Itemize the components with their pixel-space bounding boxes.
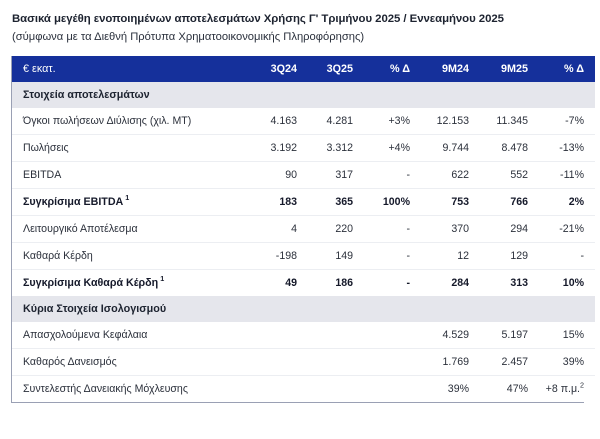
- cell-m_delta: 15%: [537, 322, 595, 349]
- footnote-marker: 1: [160, 274, 165, 284]
- table-row: [12, 349, 595, 376]
- cell-q_delta: +4%: [362, 135, 419, 162]
- cell-q3_25: 4.281: [306, 108, 362, 135]
- table-header-row: [12, 56, 595, 82]
- row-label: EBITDA: [12, 162, 250, 189]
- cell-q3_24: 183: [250, 189, 306, 216]
- row-label: Καθαρός Δανεισμός: [12, 349, 250, 376]
- cell-q3_24: 3.192: [250, 135, 306, 162]
- cell-m_delta: -13%: [537, 135, 595, 162]
- table-row: [12, 189, 595, 216]
- cell-m9_24: 4.529: [419, 322, 478, 349]
- cell-m9_24: 12: [419, 243, 478, 270]
- table-row: [12, 162, 595, 189]
- cell-q3_25: 220: [306, 216, 362, 243]
- cell-q3_25: 149: [306, 243, 362, 270]
- page-subtitle: (σύμφωνα με τα Διεθνή Πρότυπα Χρηματοοικονομικής Πληροφόρησης): [12, 31, 365, 43]
- cell-q_delta: -: [362, 162, 419, 189]
- cell-m9_25: 2.457: [478, 349, 537, 376]
- cell-m9_24: 370: [419, 216, 478, 243]
- table-row: [12, 135, 595, 162]
- page-title: Βασικά μεγέθη ενοποιημένων αποτελεσμάτων Χρήσης Γ' Τριμήνου 2025 / Εννεαμήνου 2025: [12, 13, 504, 25]
- cell-q3_25: 3.312: [306, 135, 362, 162]
- cell-q_delta: -: [362, 270, 419, 297]
- cell-m9_25: 5.197: [478, 322, 537, 349]
- column-header-quarter-delta: % Δ: [362, 56, 419, 82]
- cell-q_delta: 100%: [362, 189, 419, 216]
- financial-table-container: [11, 56, 584, 403]
- row-label: Απασχολούμενα Κεφάλαια: [12, 322, 250, 349]
- cell-m9_24: 9.744: [419, 135, 478, 162]
- cell-m9_25: 766: [478, 189, 537, 216]
- cell-q3_24: 49: [250, 270, 306, 297]
- row-label: Όγκοι πωλήσεων Διύλισης (χιλ. ΜΤ): [12, 108, 250, 135]
- cell-m9_24: 12.153: [419, 108, 478, 135]
- cell-q3_24: [250, 349, 306, 376]
- financial-table: [12, 56, 595, 402]
- table-body: [12, 82, 595, 402]
- cell-q_delta: -: [362, 243, 419, 270]
- cell-q_delta: [362, 349, 419, 376]
- cell-q3_24: 4.163: [250, 108, 306, 135]
- row-label: Λειτουργικό Αποτέλεσμα: [12, 216, 250, 243]
- cell-m9_24: 622: [419, 162, 478, 189]
- column-header-ninemonth-delta: % Δ: [537, 56, 595, 82]
- cell-m9_24: 1.769: [419, 349, 478, 376]
- footnote-marker: 2: [580, 380, 584, 390]
- cell-m9_25: 47%: [478, 376, 537, 403]
- row-label: Καθαρά Κέρδη: [12, 243, 250, 270]
- table-row: [12, 108, 595, 135]
- cell-m9_25: 8.478: [478, 135, 537, 162]
- column-header-9m24: 9M24: [419, 56, 478, 82]
- cell-q3_25: [306, 349, 362, 376]
- row-label: Συγκρίσιμα Καθαρά Κέρδη $^1$: [12, 270, 250, 297]
- row-label: Πωλήσεις: [12, 135, 250, 162]
- cell-m9_25: 11.345: [478, 108, 537, 135]
- column-header-9m25: 9M25: [478, 56, 537, 82]
- cell-m9_25: 294: [478, 216, 537, 243]
- table-row: [12, 376, 595, 403]
- table-row: [12, 243, 595, 270]
- cell-m_delta: -11%: [537, 162, 595, 189]
- cell-q3_24: [250, 376, 306, 403]
- column-header-3q25: 3Q25: [306, 56, 362, 82]
- cell-m9_25: 552: [478, 162, 537, 189]
- cell-m_delta: -7%: [537, 108, 595, 135]
- cell-m_delta: +8 π.μ.$^2$: [537, 376, 595, 403]
- section-heading-row: [12, 296, 595, 322]
- cell-q3_25: 186: [306, 270, 362, 297]
- column-header-3q24: 3Q24: [250, 56, 306, 82]
- cell-m_delta: 2%: [537, 189, 595, 216]
- cell-q3_24: [250, 322, 306, 349]
- table-row: [12, 270, 595, 297]
- cell-m_delta: -: [537, 243, 595, 270]
- cell-q_delta: [362, 322, 419, 349]
- section-heading-row: [12, 82, 595, 108]
- table-header: [12, 56, 595, 82]
- title-block: [0, 0, 600, 45]
- cell-m_delta: 39%: [537, 349, 595, 376]
- cell-m_delta: 10%: [537, 270, 595, 297]
- cell-m9_24: 284: [419, 270, 478, 297]
- cell-q3_25: 317: [306, 162, 362, 189]
- cell-m9_25: 129: [478, 243, 537, 270]
- table-row: [12, 216, 595, 243]
- cell-m9_25: 313: [478, 270, 537, 297]
- cell-q3_24: 4: [250, 216, 306, 243]
- cell-q_delta: [362, 376, 419, 403]
- row-label: Συγκρίσιμα EBITDA $^1$: [12, 189, 250, 216]
- row-label: Συντελεστής Δανειακής Μόχλευσης: [12, 376, 250, 403]
- cell-q3_25: [306, 376, 362, 403]
- cell-q_delta: -: [362, 216, 419, 243]
- cell-m_delta: -21%: [537, 216, 595, 243]
- table-row: [12, 322, 595, 349]
- section-heading-label: Κύρια Στοιχεία Ισολογισμού: [12, 296, 595, 322]
- cell-q3_24: -198: [250, 243, 306, 270]
- cell-q_delta: +3%: [362, 108, 419, 135]
- cell-m9_24: 753: [419, 189, 478, 216]
- cell-q3_24: 90: [250, 162, 306, 189]
- cell-q3_25: [306, 322, 362, 349]
- column-header-unit: € εκατ.: [12, 56, 250, 82]
- cell-q3_25: 365: [306, 189, 362, 216]
- footnote-marker: 1: [125, 193, 130, 203]
- section-heading-label: Στοιχεία αποτελεσμάτων: [12, 82, 595, 108]
- cell-m9_24: 39%: [419, 376, 478, 403]
